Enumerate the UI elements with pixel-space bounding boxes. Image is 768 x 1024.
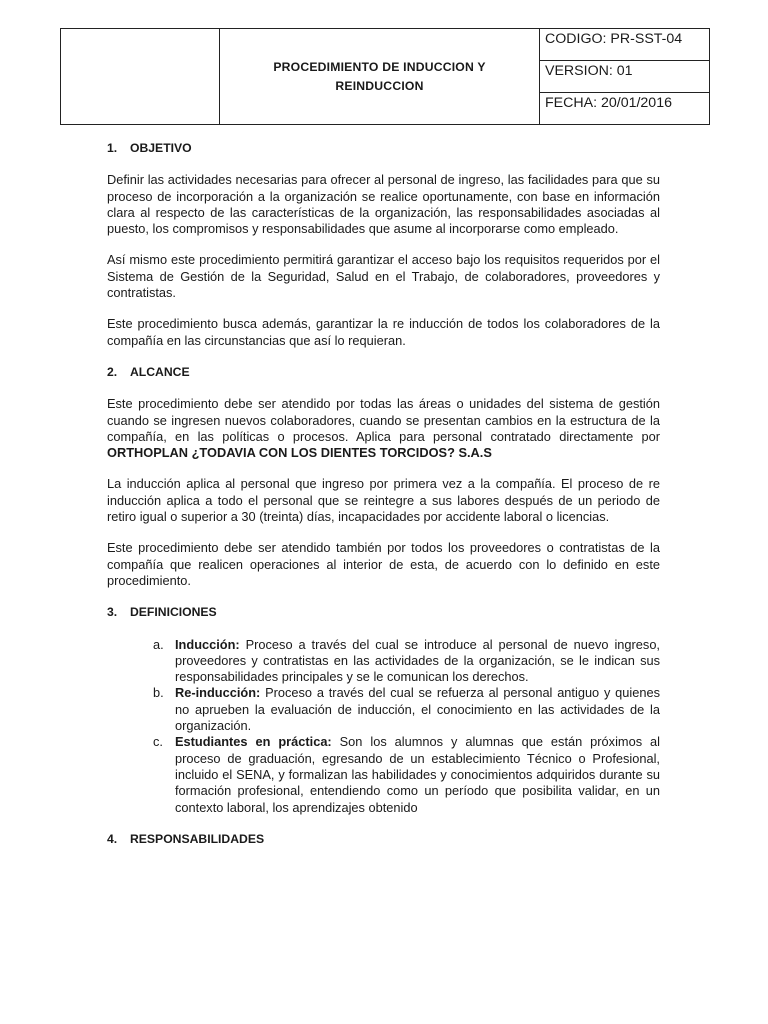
objetivo-paragraph-3: Este procedimiento busca además, garantizar la re inducción de todos los colaboradores de la compañía en las circunstancias que así lo requieran. bbox=[107, 316, 660, 348]
company-name: ORTHOPLAN ¿TODAVIA CON LOS DIENTES TORCIDOS? S.A.S bbox=[107, 445, 492, 461]
fecha-cell: FECHA: 20/01/2016 bbox=[540, 92, 709, 124]
meta-cells bbox=[540, 29, 709, 124]
section-heading-objetivo: 1. OBJETIVO bbox=[107, 141, 192, 155]
document-header-table bbox=[60, 28, 710, 125]
document-body bbox=[107, 140, 660, 847]
objetivo-paragraph-1: Definir las actividades necesarias para ofrecer al personal de ingreso, las facilidades para que su proceso de incorporación a la organización se realice oportunamente, con base en información clara al respecto de las características de la organización, las responsabilidades asociadas al puesto, los compromisos y responsabilidades que asume al incorporarse como empleado. bbox=[107, 172, 660, 237]
section-heading-definiciones: 3. DEFINICIONES bbox=[107, 605, 217, 620]
document-title: PROCEDIMIENTO DE INDUCCION Y REINDUCCION bbox=[273, 59, 486, 93]
objetivo-paragraph-2: Así mismo este procedimiento permitirá garantizar el acceso bajo los requisitos requeridos por el Sistema de Gestión de la Seguridad, Salud en el Trabajo, de colaboradores, proveedores y contratistas. bbox=[107, 252, 660, 301]
logo-cell bbox=[61, 29, 220, 124]
list-item: b. Re-inducción: Proceso a través del cual se refuerza al personal antiguo y quienes no aprueben la evaluación de inducción, el conocimiento en las actividades de la organización. bbox=[153, 685, 660, 734]
codigo-cell: CODIGO: PR-SST-04 bbox=[545, 31, 683, 47]
section-heading-responsabilidades: 4. RESPONSABILIDADES bbox=[107, 831, 265, 846]
section-heading-alcance: 2. ALCANCE bbox=[107, 364, 190, 379]
title-cell bbox=[220, 29, 540, 124]
alcance-paragraph-3: Este procedimiento debe ser atendido también por todos los proveedores o contratistas de la compañía que realicen operaciones al interior de esta, de acuerdo con lo definido en este procedimiento. bbox=[107, 540, 660, 588]
list-item: c. Estudiantes en práctica: Son los alumnos y alumnas que están próximos al proceso de graduación, egresando de un establecimiento Técnico o Profesional, incluido el SENA, y formalizan las habilidades y conocimientos adquiridos durante su formación profesional, entendiendo como un período que posibilita validar, en un contexto laboral, los aprendizajes obtenido bbox=[153, 734, 660, 815]
list-item: a. Inducción: Proceso a través del cual se introduce al personal de nuevo ingreso, proveedores y contratistas en las actividades de la organización, se le indican sus responsabilidades principales y se le comunican los derechos. bbox=[153, 636, 660, 685]
alcance-paragraph-2: La inducción aplica al personal que ingreso por primera vez a la compañía. El proceso de re inducción aplica a todo el personal que se reintegre a sus labores después de un periodo de retiro igual o superior a 30 (treinta) días, incapacidades por accidente laboral o licencias. bbox=[107, 476, 660, 525]
definitions-list bbox=[107, 637, 660, 816]
version-cell: VERSION: 01 bbox=[540, 60, 709, 92]
alcance-paragraph-1: Este procedimiento debe ser atendido por todas las áreas o unidades del sistema de gestión cuando se ingresen nuevos colaboradores, cuando se presentan cambios en la estructura de la compañía, en las políticas o procesos. Aplica para personal contratado directamente por ORTHOPLAN ¿TODAVIA CON LOS DIENTES TORCIDOS? S.A.S bbox=[107, 396, 660, 461]
